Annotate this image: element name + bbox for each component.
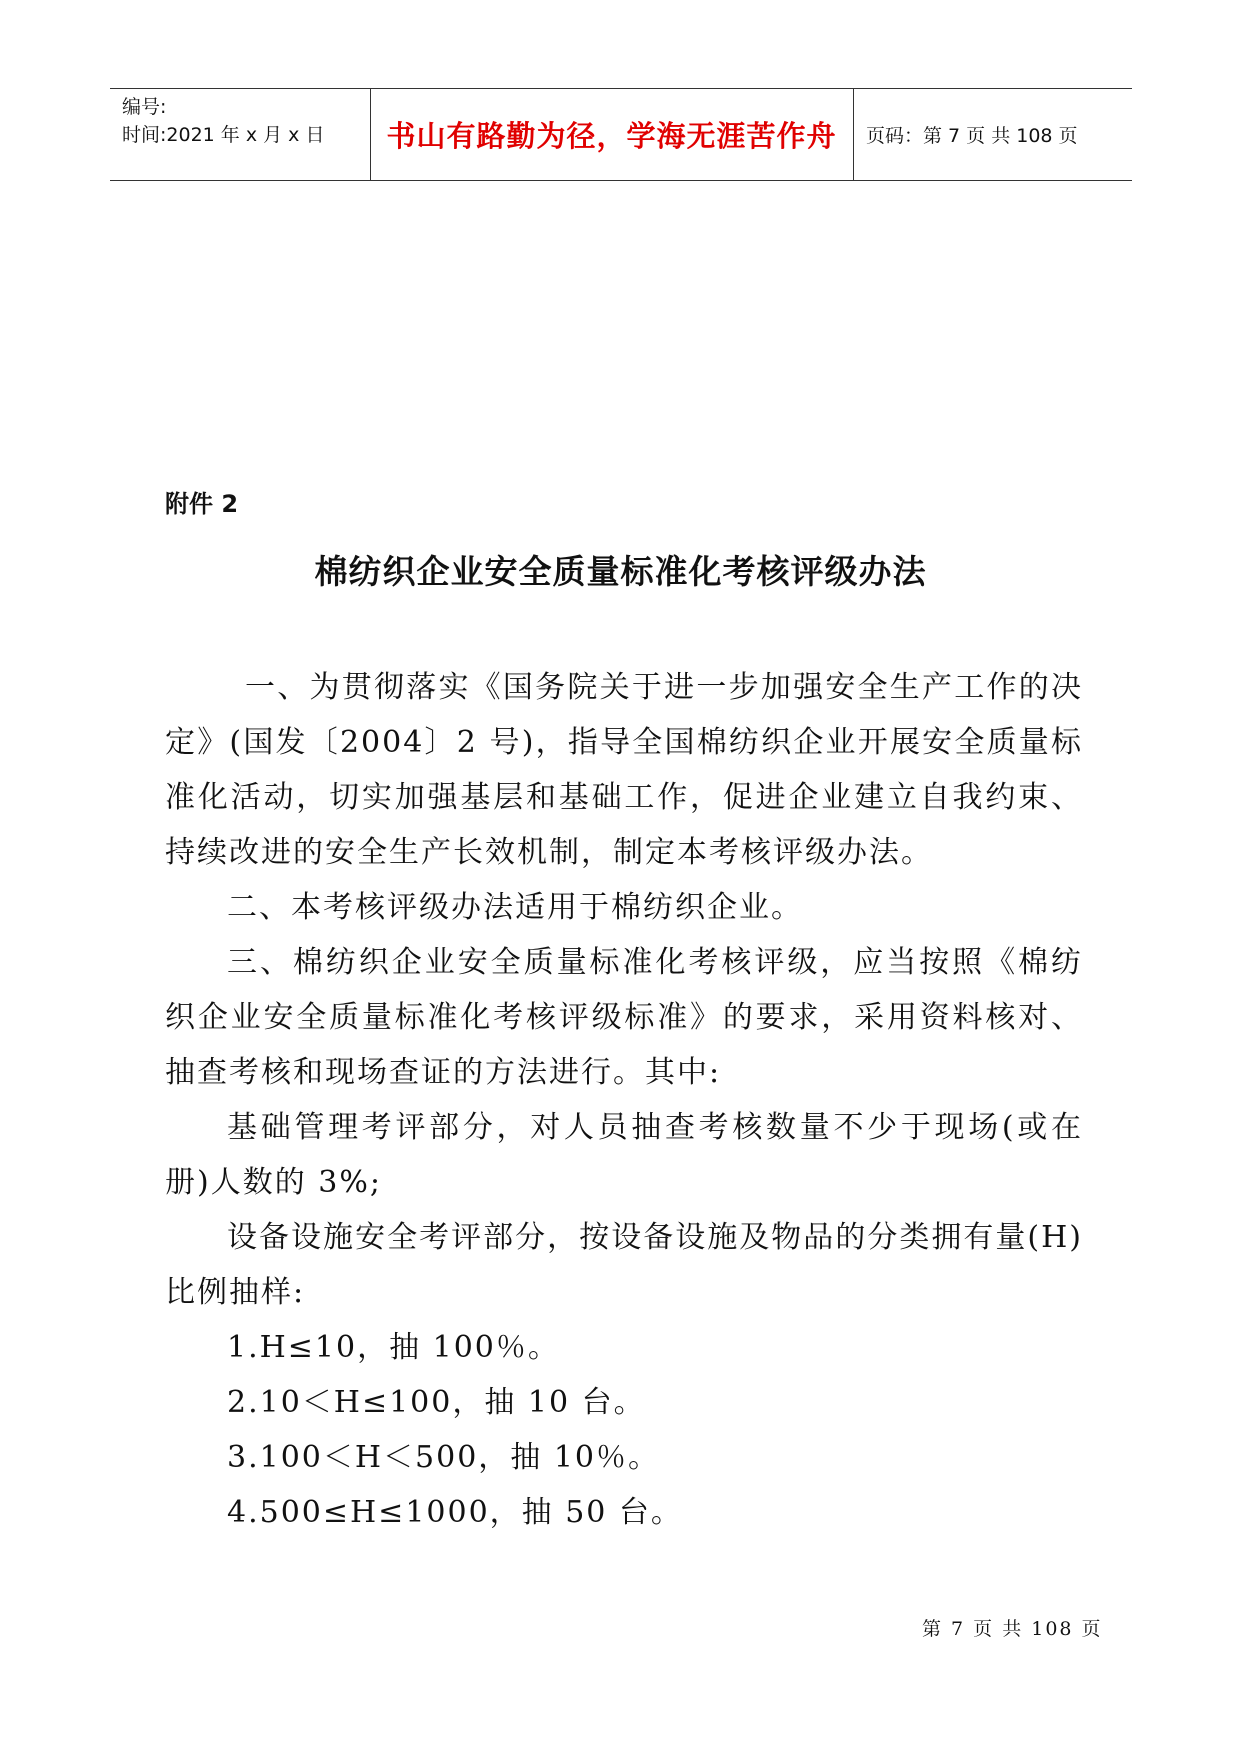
paragraph: 设备设施安全考评部分，按设备设施及物品的分类拥有量(H)比例抽样: — [165, 1220, 1083, 1310]
header-divider — [853, 89, 854, 180]
list-item: 1.H≤10，抽 100％。 — [227, 1330, 560, 1365]
serial-number-label: 编号: — [122, 96, 167, 118]
attachment-label: 附件 2 — [165, 490, 239, 518]
list-item: 2.10＜H≤100，抽 10 台。 — [227, 1385, 646, 1420]
date-label: 时间:2021 年 x 月 x 日 — [122, 124, 325, 146]
list-item: 4.500≤H≤1000，抽 50 台。 — [227, 1495, 683, 1530]
list-item: 3.100＜H＜500，抽 10％。 — [227, 1440, 661, 1475]
document-title: 棉纺织企业安全质量标准化考核评级办法 — [314, 552, 927, 591]
paragraph: 三、棉纺织企业安全质量标准化考核评级，应当按照《棉纺织企业安全质量标准化考核评级标准》的要求，采用资料核对、抽查考核和现场查证的方法进行。其中: — [165, 945, 1083, 1090]
paragraph: 一、为贯彻落实《国务院关于进一步加强安全生产工作的决定》(国发〔2004〕2 号)，指导全国棉纺织企业开展安全质量标准化活动，切实加强基层和基础工作，促进企业建立自我约束、持续改进的安全生产长效机制，制定本考核评级办法。 — [165, 670, 1083, 870]
paragraph: 二、本考核评级办法适用于棉纺织企业。 — [227, 890, 803, 925]
header-motto: 书山有路勤为径，学海无涯苦作舟 — [386, 119, 837, 153]
header-meta — [122, 93, 324, 149]
page-header — [110, 88, 1132, 181]
footer-page-number: 第 7 页 共 108 页 — [922, 1618, 1103, 1640]
document-body — [165, 660, 1083, 1540]
paragraph: 基础管理考评部分，对人员抽查考核数量不少于现场(或在册)人数的 3%; — [165, 1110, 1083, 1200]
header-page-number: 页码：第 7 页 共 108 页 — [866, 125, 1078, 147]
